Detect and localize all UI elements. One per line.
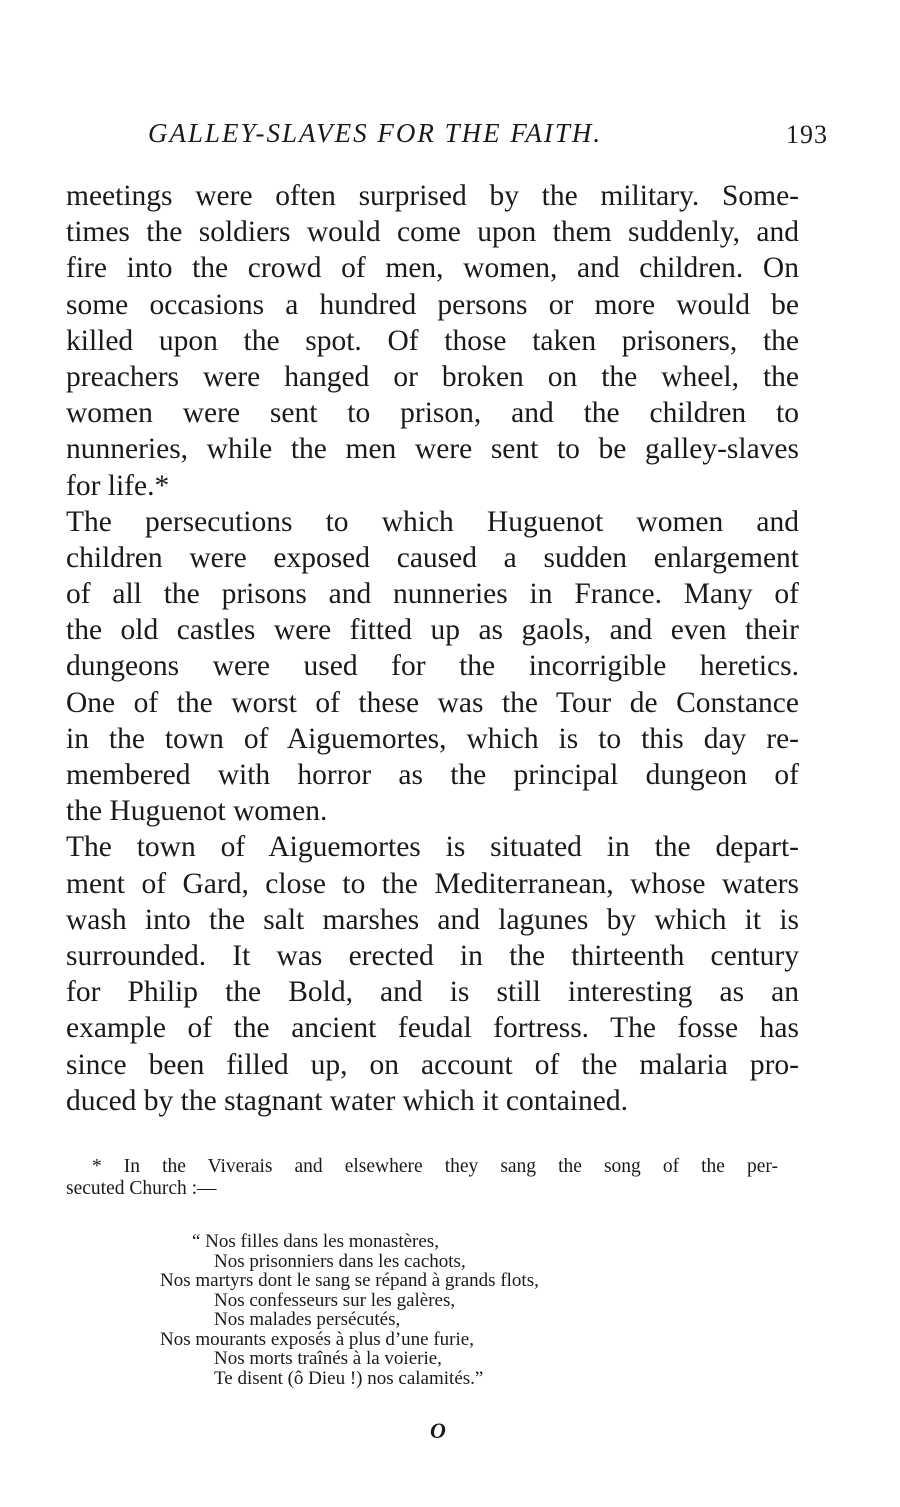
text-line: One of the worst of these was the Tour de Constance [66, 686, 799, 719]
text-line: duced by the stagnant water which it contained. [66, 1084, 628, 1117]
text-line: preachers were hanged or broken on the wheel, the [66, 360, 799, 393]
text-line: killed upon the spot. Of those taken prisoners, the [66, 324, 799, 357]
text-line: for Philip the Bold, and is still interesting as an [66, 976, 799, 1009]
text-line: ment of Gard, close to the Mediterranean, whose waters [66, 867, 799, 900]
signature-mark: O [430, 1418, 446, 1443]
text-line: the old castles were fitted up as gaols, and even their [66, 614, 799, 647]
verse-line: Nos mourants exposés à plus d’une furie, [160, 1328, 474, 1350]
text-line: nunneries, while the men were sent to be galley-slaves [66, 433, 799, 466]
text-line: dungeons were used for the incorrigible heretics. [66, 650, 799, 683]
text-line: membered with horror as the principal dungeon of [66, 759, 799, 791]
body-text [66, 178, 799, 1119]
running-head [148, 118, 828, 158]
text-line: the Huguenot women. [66, 795, 328, 828]
text-line: for life.* [66, 469, 170, 502]
verse-line: Nos martyrs dont le sang se répand à grands flots, [160, 1270, 539, 1291]
text-line: in the town of Aiguemortes, which is to this day re- [66, 722, 799, 755]
text-line: some occasions a hundred persons or more would be [66, 288, 799, 321]
text-line: women were sent to prison, and the children to [66, 397, 799, 430]
verse-line: Nos morts traînés à la voierie, [214, 1348, 442, 1369]
footnote-line: secuted Church :— [66, 1178, 217, 1199]
footnote [66, 1156, 778, 1200]
running-title: GALLEY-SLAVES FOR THE FAITH. [148, 118, 603, 148]
verse [160, 1232, 760, 1388]
text-line: since been filled up, on account of the malaria pro- [66, 1048, 799, 1081]
footnote-line: * In the Viverais and elsewhere they sang the song of the per- [92, 1156, 778, 1177]
text-line: times the soldiers would come upon them suddenly, and [66, 216, 799, 249]
text-line: fire into the crowd of men, women, and children. On [66, 252, 799, 285]
page-number: 193 [786, 120, 828, 149]
verse-line: Nos confesseurs sur les galères, [214, 1289, 456, 1311]
verse-line: Nos malades persécutés, [214, 1309, 401, 1330]
text-line: children were exposed caused a sudden enlargement [66, 541, 799, 574]
text-line: The town of Aiguemortes is situated in the depart- [66, 831, 799, 864]
text-line: meetings were often surprised by the military. Some- [66, 180, 799, 212]
text-line: wash into the salt marshes and lagunes by which it is [66, 903, 799, 936]
text-line: The persecutions to which Huguenot women and [66, 505, 799, 538]
text-line: surrounded. It was erected in the thirteenth century [66, 939, 799, 972]
verse-line: Te disent (ô Dieu !) nos calamités.” [214, 1367, 484, 1389]
text-line: example of the ancient feudal fortress. The fosse has [66, 1012, 799, 1045]
verse-line: Nos prisonniers dans les cachots, [214, 1250, 466, 1272]
verse-line: “ Nos filles dans les monastères, [192, 1231, 439, 1252]
text-line: of all the prisons and nunneries in France. Many of [66, 578, 799, 611]
